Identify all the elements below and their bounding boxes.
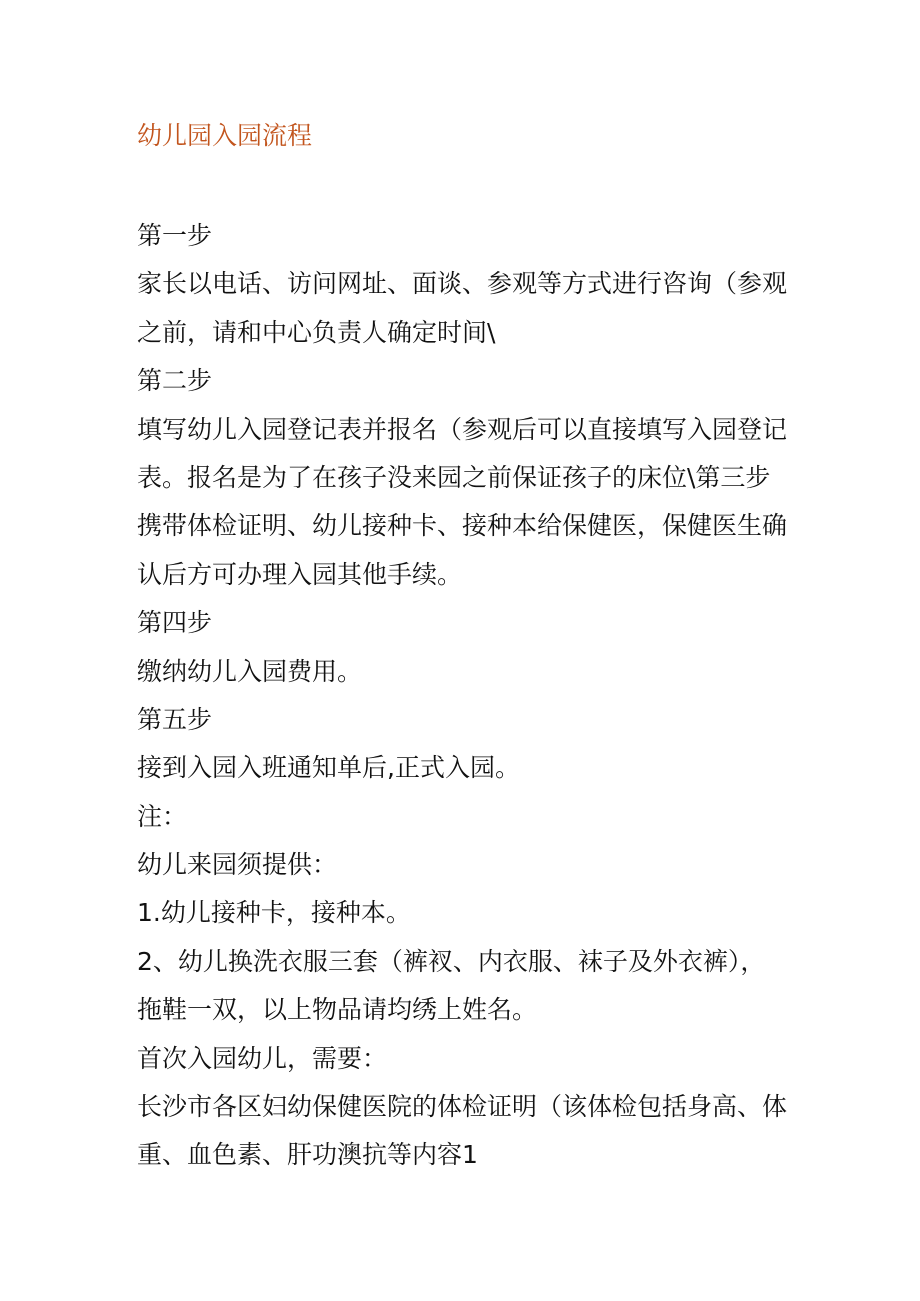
paragraph-line: 拖鞋一双，以上物品请均绣上姓名。 — [137, 995, 538, 1025]
paragraph-line: 认后方可办理入园其他手续。 — [137, 559, 463, 589]
step-four-heading: 第四步 — [137, 608, 213, 638]
paragraph-line: 缴纳幼儿入园费用。 — [137, 656, 363, 686]
page-title: 幼儿园入园流程 — [137, 121, 313, 150]
list-item: 1.幼儿接种卡，接种本。 — [137, 898, 411, 928]
paragraph-line: 填写幼儿入园登记表并报名（参观后可以直接填写入园登记 — [137, 414, 788, 444]
note-heading: 注： — [137, 801, 188, 831]
paragraph-line: 表。报名是为了在孩子没来园之前保证孩子的床位\第三步 — [137, 462, 771, 492]
paragraph-line: 家长以电话、访问网址、面谈、参观等方式进行咨询（参观 — [137, 269, 788, 299]
paragraph-line: 之前，请和中心负责人确定时间\ — [137, 317, 496, 347]
step-five-heading: 第五步 — [137, 704, 213, 734]
document-body — [137, 212, 797, 1180]
paragraph-line: 首次入园幼儿，需要： — [137, 1043, 388, 1073]
paragraph-line: 长沙市各区妇幼保健医院的体检证明（该体检包括身高、体 — [137, 1092, 788, 1122]
step-two-heading: 第二步 — [137, 366, 213, 396]
paragraph-line: 幼儿来园须提供： — [137, 850, 338, 880]
list-item: 2、幼儿换洗衣服三套（裤衩、内衣服、袜子及外衣裤）， — [137, 946, 766, 976]
paragraph-line: 接到入园入班通知单后,正式入园。 — [137, 753, 520, 783]
paragraph-line: 携带体检证明、幼儿接种卡、接种本给保健医，保健医生确 — [137, 511, 788, 541]
step-one-heading: 第一步 — [137, 221, 213, 250]
paragraph-line: 重、血色素、肝功澳抗等内容1 — [137, 1140, 478, 1170]
